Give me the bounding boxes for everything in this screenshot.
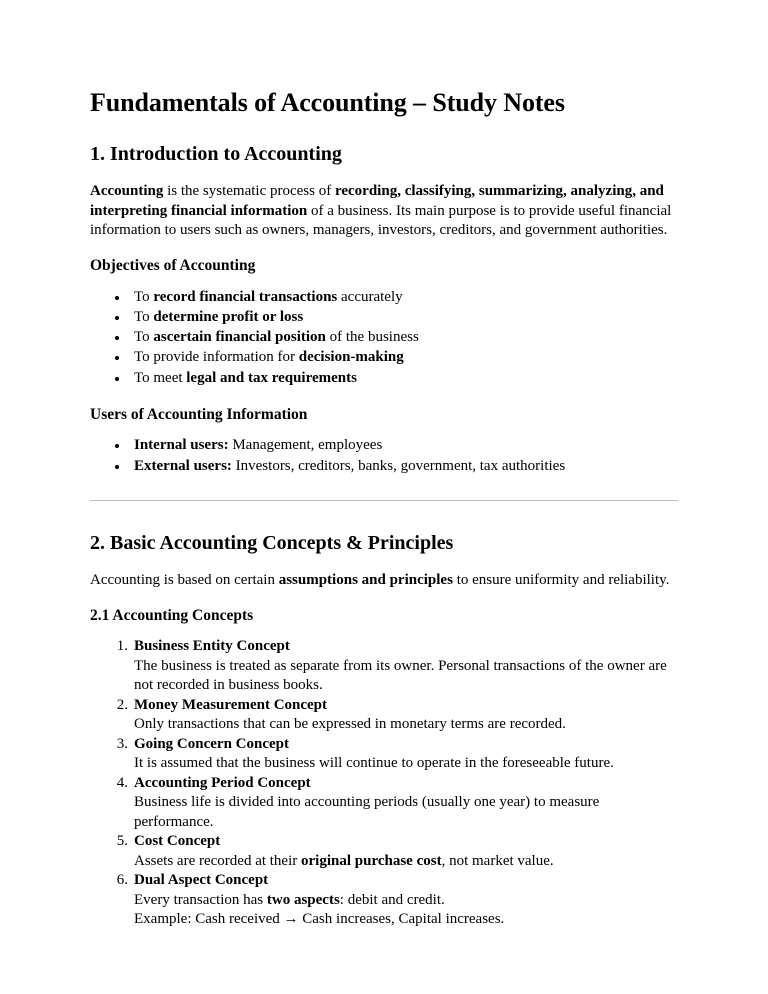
concept-description: Only transactions that can be expressed in monetary terms are recorded. bbox=[134, 716, 566, 733]
concept-description-extra: Example: Cash received → Cash increases, Capital increases. bbox=[134, 911, 505, 928]
users-heading: Users of Accounting Information bbox=[90, 405, 308, 423]
intro-paragraph-1: Accounting is the systematic process of recording, classifying, summarizing, analyzing, and interpreting financial information of a business. Its main purpose is to provide useful financial information to users such as owners, managers, investors, creditors, and government authorities. bbox=[90, 182, 672, 239]
concept-title: Business Entity Concept bbox=[134, 638, 290, 655]
list-item: To determine profit or loss bbox=[115, 308, 678, 327]
list-item bbox=[112, 696, 678, 735]
objectives-list bbox=[90, 288, 678, 388]
list-item: To ascertain financial position of the business bbox=[115, 328, 678, 347]
list-item bbox=[112, 637, 678, 696]
concept-title: Going Concern Concept bbox=[134, 735, 289, 752]
objectives-heading: Objectives of Accounting bbox=[90, 257, 256, 275]
section-heading-2: 2. Basic Accounting Concepts & Principles bbox=[90, 531, 454, 554]
section-divider bbox=[90, 500, 678, 501]
section-concepts bbox=[90, 531, 678, 930]
concept-title: Dual Aspect Concept bbox=[134, 872, 269, 889]
accounting-concepts-list bbox=[90, 637, 678, 930]
concept-description: Every transaction has two aspects: debit and credit. bbox=[134, 891, 445, 908]
concept-title: Cost Concept bbox=[134, 833, 221, 850]
list-item: External users: Investors, creditors, banks, government, tax authorities bbox=[115, 457, 678, 476]
list-item: To provide information for decision-making bbox=[115, 348, 678, 367]
concept-title: Accounting Period Concept bbox=[134, 774, 311, 791]
list-item: Internal users: Management, employees bbox=[115, 436, 678, 455]
list-item: To meet legal and tax requirements bbox=[115, 369, 678, 388]
users-list bbox=[90, 436, 678, 475]
section-introduction bbox=[90, 142, 678, 476]
subsection-heading-2-1: 2.1 Accounting Concepts bbox=[90, 606, 254, 624]
list-item bbox=[112, 832, 678, 871]
list-item: To record financial transactions accurately bbox=[115, 288, 678, 307]
concept-description: Business life is divided into accounting periods (usually one year) to measure performance. bbox=[134, 794, 600, 830]
concept-description: It is assumed that the business will continue to operate in the foreseeable future. bbox=[134, 755, 614, 772]
section-heading-1: 1. Introduction to Accounting bbox=[90, 142, 342, 165]
document-title: Fundamentals of Accounting – Study Notes bbox=[90, 88, 565, 117]
concept-title: Money Measurement Concept bbox=[134, 696, 328, 713]
intro-paragraph-2: Accounting is based on certain assumptions and principles to ensure uniformity and reliability. bbox=[90, 571, 670, 588]
concept-description: Assets are recorded at their original purchase cost, not market value. bbox=[134, 852, 554, 869]
list-item bbox=[112, 735, 678, 774]
list-item bbox=[112, 871, 678, 930]
concept-description: The business is treated as separate from its owner. Personal transactions of the owner are not recorded in business books. bbox=[134, 657, 667, 694]
list-item bbox=[112, 774, 678, 833]
